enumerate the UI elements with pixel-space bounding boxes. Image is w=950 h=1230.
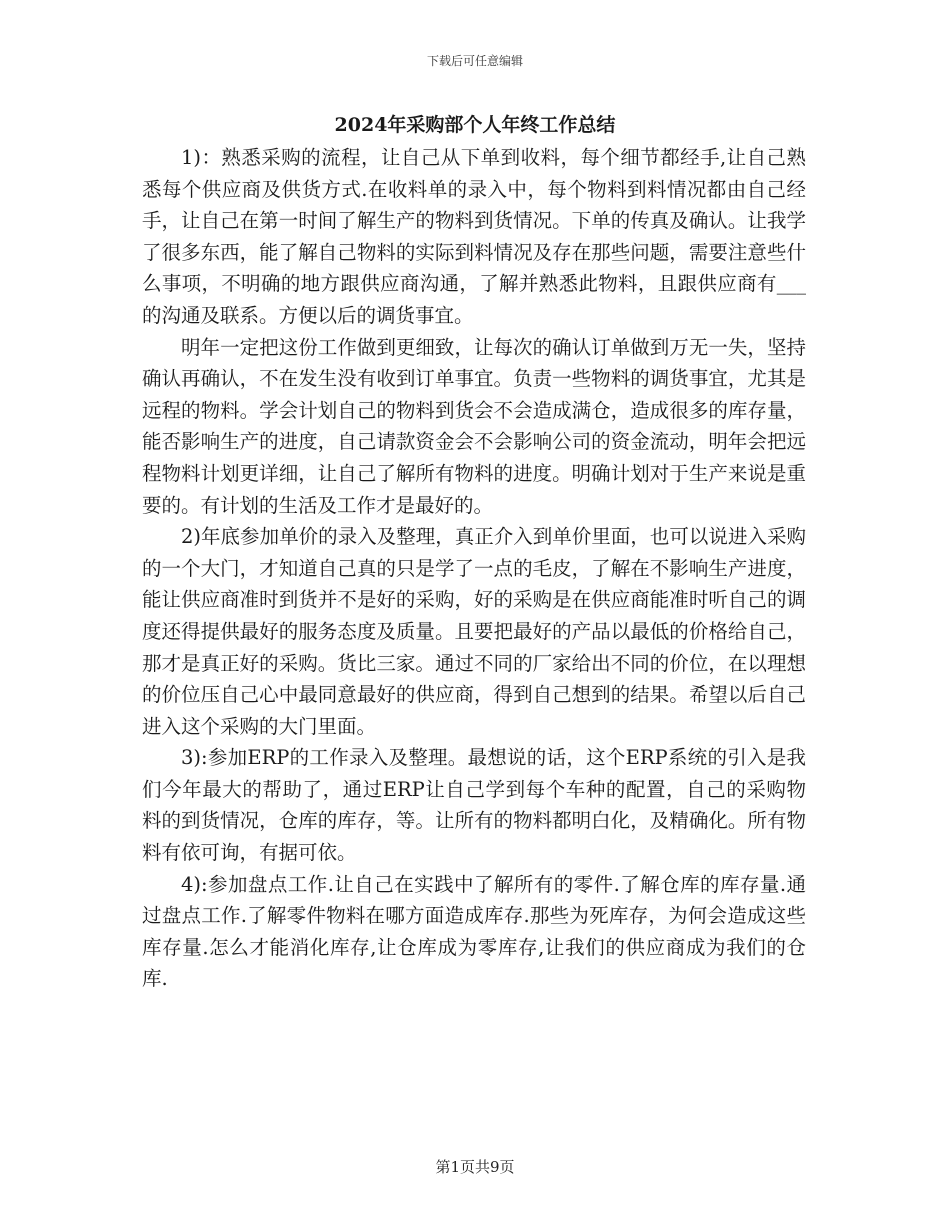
document-title: 2024年采购部个人年终工作总结	[334, 114, 616, 136]
document-body	[142, 142, 806, 995]
paragraph-5: 4):参加盘点工作.让自己在实践中了解所有的零件.了解仓库的库存量.通过盘点工作.了解零件物料在哪方面造成库存.那些为死库存，为何会造成这些库存量.怎么才能消化库存,让仓库成为零库存,让我们的供应商成为我们的仓库.	[142, 872, 806, 991]
page-number: 第1页共9页	[435, 1158, 515, 1176]
paragraph-4: 3):参加ERP的工作录入及整理。最想说的话，这个ERP系统的引入是我们今年最大的帮助了，通过ERP让自己学到每个车种的配置，自己的采购物料的到货情况，仓库的库存，等。让所有的物料都明白化，及精确化。所有物料有依可询，有据可依。	[142, 746, 806, 865]
paragraph-3: 2)年底参加单价的录入及整理，真正介入到单价里面，也可以说进入采购的一个大门，才知道自己真的只是学了一点的毛皮，了解在不影响生产进度，能让供应商准时到货并不是好的采购，好的采购是在供应商能准时听自己的调度还得提供最好的服务态度及质量。且要把最好的产品以最低的价格给自己，那才是真正好的采购。货比三家。通过不同的厂家给出不同的价位，在以理想的价位压自己心中最同意最好的供应商，得到自己想到的结果。希望以后自己进入这个采购的大门里面。	[142, 525, 806, 738]
header-note: 下载后可任意编辑	[426, 54, 523, 68]
paragraph-1: 1)：熟悉采购的流程，让自己从下单到收料，每个细节都经手,让自己熟悉每个供应商及供货方式.在收料单的录入中，每个物料到料情况都由自己经手，让自己在第一时间了解生产的物料到货情况。下单的传真及确认。让我学了很多东西，能了解自己物料的实际到料情况及存在那些问题，需要注意些什么事项，不明确的地方跟供应商沟通，了解并熟悉此物料，且跟供应商有___的沟通及联系。方便以后的调货事宜。	[142, 146, 806, 327]
paragraph-2: 明年一定把这份工作做到更细致，让每次的确认订单做到万无一失，坚持确认再确认，不在发生没有收到订单事宜。负责一些物料的调货事宜，尤其是远程的物料。学会计划自己的物料到货会不会造成满仓，造成很多的库存量，能否影响生产的进度，自己请款资金会不会影响公司的资金流动，明年会把远程物料计划更详细，让自己了解所有物料的进度。明确计划对于生产来说是重要的。有计划的生活及工作才是最好的。	[142, 335, 806, 517]
